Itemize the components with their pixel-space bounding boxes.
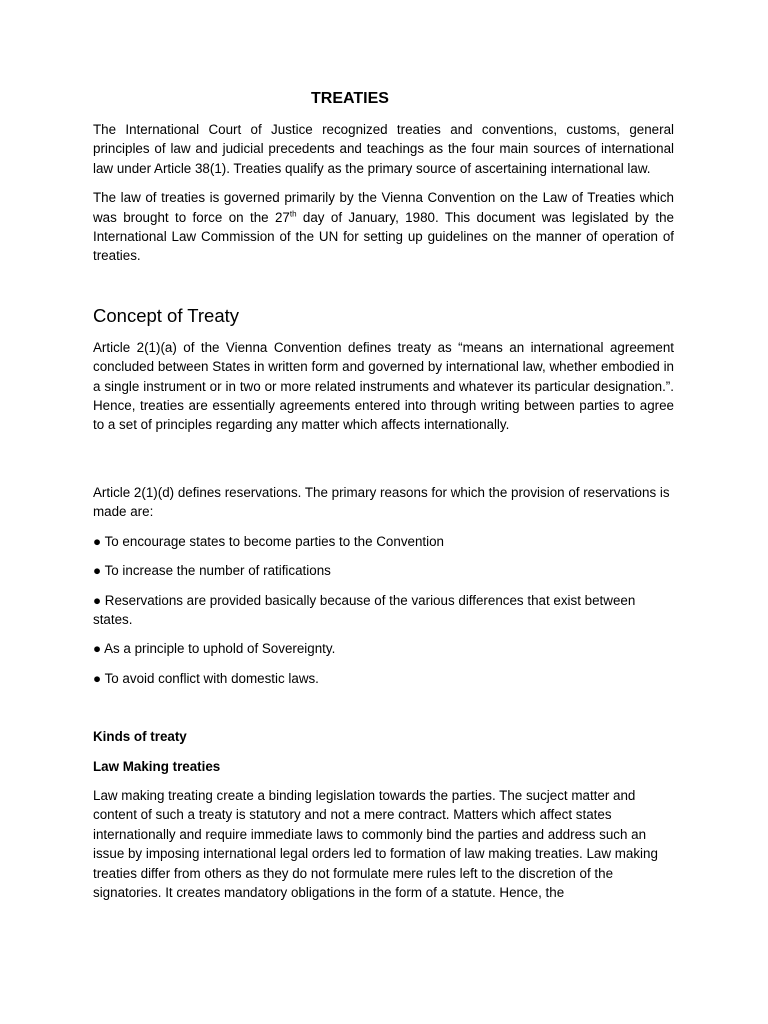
bullet-item: ● To increase the number of ratifications bbox=[93, 563, 331, 579]
reservations-paragraph: Article 2(1)(d) defines reservations. The primary reasons for which the provision of reservations is made are: bbox=[93, 484, 670, 520]
intro-paragraph-2-end: day of January, 1980. This document was legislated by the International Law Commission of the UN for setting up guidelines on the manner of operation of treaties. bbox=[93, 209, 674, 264]
bullet-item: ● To encourage states to become parties to the Convention bbox=[93, 533, 445, 549]
concept-paragraph: Article 2(1)(a) of the Vienna Convention defines treaty as “means an international agreement concluded between States in written form and governed by international law, whether embodied in a single instrument or in two or more related instruments and whatever its particular designation.”. Hence, treaties are essentially agreements entered into through writing between parties to agree to a set of principles regarding any matter which affects internationally. bbox=[93, 339, 674, 433]
bullet-item: ● Reservations are provided basically because of the various differences that exist between states. bbox=[93, 592, 636, 627]
bullet-item: ● As a principle to uphold of Sovereignty. bbox=[93, 641, 336, 657]
section-gap bbox=[93, 698, 674, 727]
bullet-item: ● To avoid conflict with domestic laws. bbox=[93, 670, 319, 686]
section-gap bbox=[93, 445, 674, 483]
intro-paragraph-2 bbox=[93, 188, 674, 266]
law-making-paragraph: Law making treating create a binding legislation towards the parties. The sucject matter and content of such a treaty is statutory and not a mere contract. Matters which affect states internationally and require immediate laws to commonly bind the parties and address such an issue by imposing international legal orders led to formation of law making treaties. Law making treaties differ from others as they do not formulate mere rules left to the discretion of the signatories. It creates mandatory obligations in the form of a statute. Hence, the bbox=[93, 787, 658, 900]
document-page bbox=[93, 88, 674, 912]
document-title: TREATIES bbox=[311, 90, 389, 107]
kinds-heading: Kinds of treaty bbox=[93, 729, 187, 745]
ordinal-suffix: th bbox=[289, 209, 297, 219]
law-making-heading: Law Making treaties bbox=[93, 758, 221, 774]
concept-heading: Concept of Treaty bbox=[93, 304, 240, 326]
intro-paragraph-2-start: The law of treaties is governed primarily by the Vienna Convention on the Law of Treaties which was brought to force on the 27 bbox=[93, 190, 674, 225]
intro-paragraph-1: The International Court of Justice recognized treaties and conventions, customs, general principles of law and judicial precedents and teachings as the four main sources of international law under Article 38(1). Treaties qualify as the primary source of ascertaining international law. bbox=[93, 122, 674, 176]
